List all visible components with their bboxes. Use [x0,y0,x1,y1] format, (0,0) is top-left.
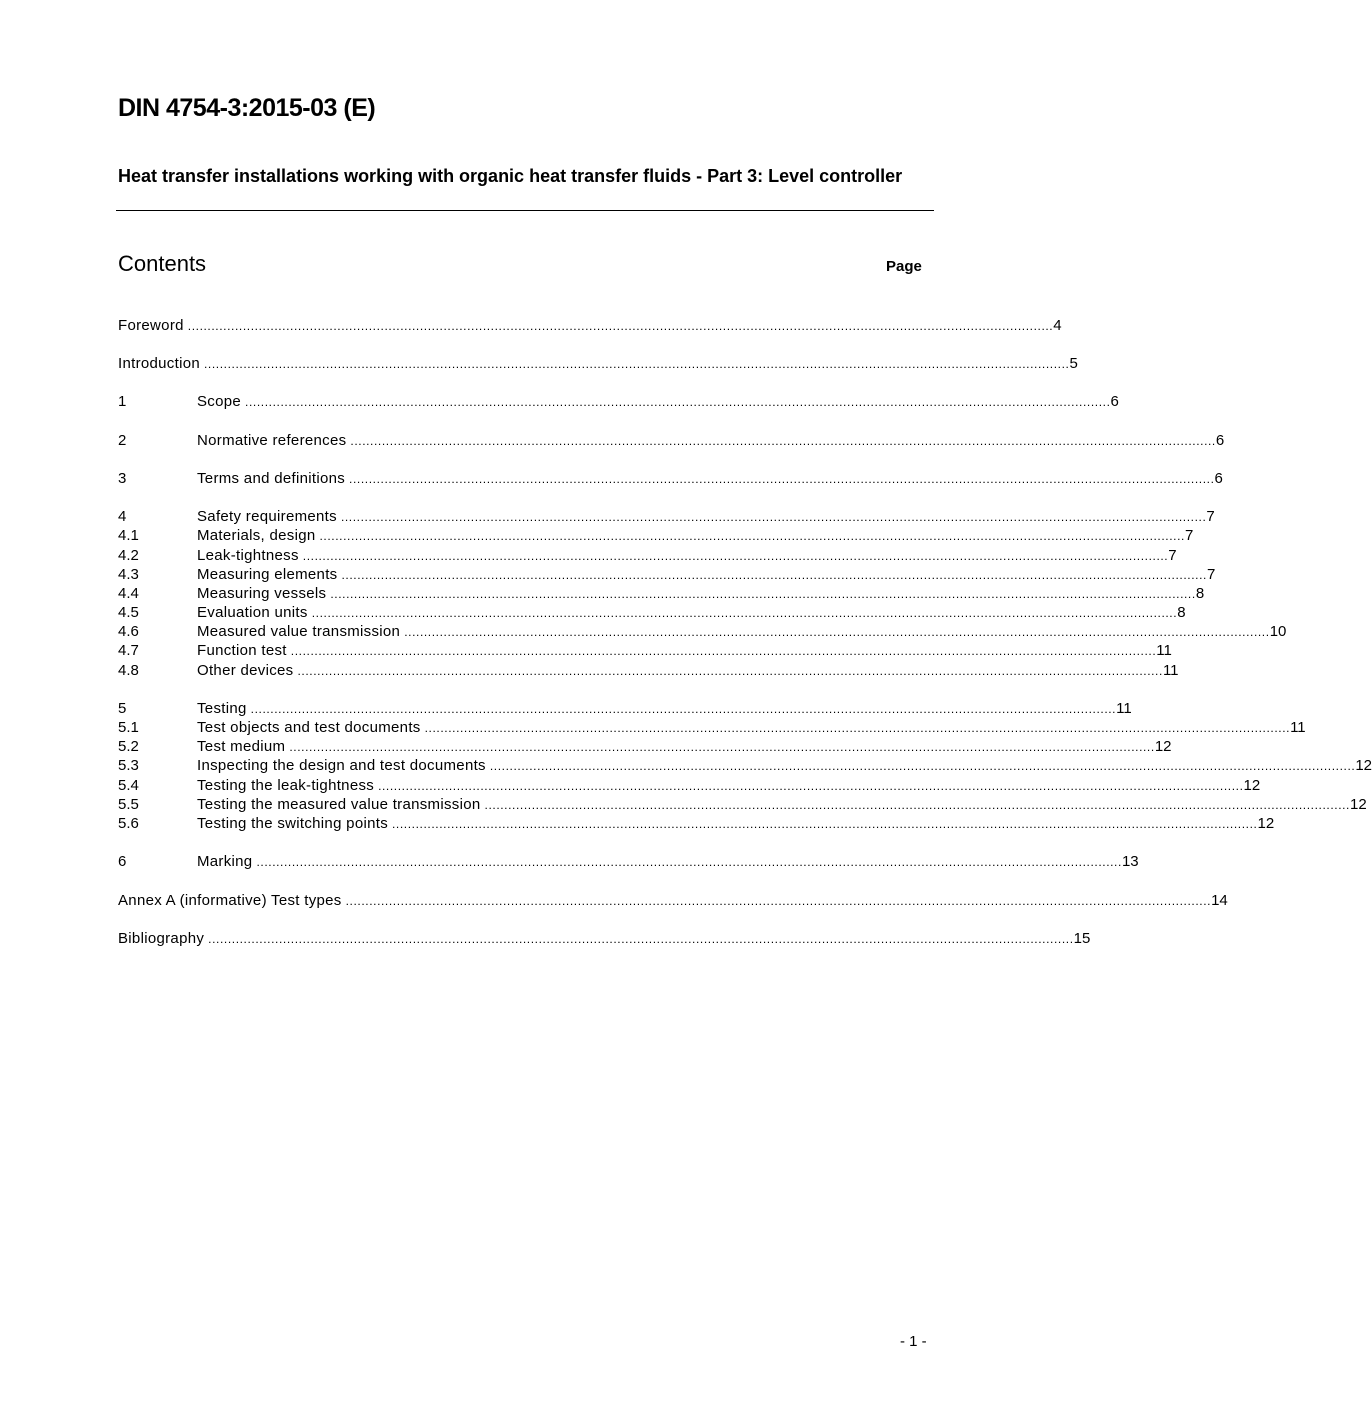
toc-label: Evaluation units [197,604,308,621]
toc-dot-leader: ............................................................................................................................................................................................................................ [424,721,1291,735]
toc-label: Leak-tightness [197,547,299,564]
toc-label: Terms and definitions [197,470,346,487]
toc-entry-5[interactable] [118,699,1132,718]
toc-dot-leader: ............................................................................................................................................................................................................................ [297,664,1163,678]
toc-label: Testing [197,700,247,717]
toc-number: 4.6 [118,623,139,640]
toc-dot-leader: ............................................................................................................................................................................................................................ [350,434,1216,448]
toc-entry-4-4[interactable] [118,584,1205,603]
toc-number: 5.4 [118,777,139,794]
toc-dot-leader: ............................................................................................................................................................................................................................ [484,798,1350,812]
toc-page: 12 [1350,796,1367,813]
toc-dot-leader: ............................................................................................................................................................................................................................ [330,587,1196,601]
toc-label: Materials, design [197,527,316,544]
toc-dot-leader: ............................................................................................................................................................................................................................ [203,357,1070,371]
toc-page: 10 [1269,623,1287,640]
document-title: Heat transfer installations working with organic heat transfer fluids - Part 3: Level controller [118,166,903,186]
toc-number: 5.3 [118,757,139,774]
toc-number: 6 [118,853,127,870]
toc-label: Foreword [118,317,184,334]
document-id: DIN 4754-3:2015-03 (E) [118,94,376,122]
toc-entry-4-8[interactable] [118,661,1179,680]
toc-dot-leader: ............................................................................................................................................................................................................................ [404,625,1270,639]
toc-entry-4-1[interactable] [118,526,1194,545]
toc-entry-6[interactable] [118,852,1139,871]
toc-page: 7 [1206,566,1216,583]
toc-dot-leader: ............................................................................................................................................................................................................................ [378,779,1244,793]
toc-entry-4-6[interactable] [118,622,1287,641]
toc-label: Bibliography [118,930,205,947]
toc-label: Test objects and test documents [197,719,421,736]
toc-entry-4-5[interactable] [118,603,1186,622]
toc-page: 6 [1110,393,1119,410]
contents-heading: Contents [118,251,207,276]
toc-label: Introduction [118,355,200,372]
toc-entry-4-3[interactable] [118,565,1216,584]
toc-label: Measured value transmission [197,623,401,640]
toc-entry-2[interactable] [118,431,1225,450]
toc-page: 7 [1206,508,1215,525]
toc-number: 4.7 [118,642,139,659]
toc-label: Testing the leak-tightness [197,777,375,794]
toc-number: 4 [118,508,127,525]
toc-page: 4 [1053,317,1062,334]
toc-page: 5 [1069,355,1078,372]
toc-label: Measuring elements [197,566,338,583]
toc-number: 5.6 [118,815,139,832]
toc-number: 5.2 [118,738,139,755]
toc-entry-4-2[interactable] [118,546,1177,565]
toc-entry-foreword[interactable] [118,316,1062,335]
toc-entry-5-3[interactable] [118,756,1372,775]
toc-entry-4[interactable] [118,507,1215,526]
toc-dot-leader: ............................................................................................................................................................................................................................ [256,855,1122,869]
toc-dot-leader: ............................................................................................................................................................................................................................ [341,568,1207,582]
toc-page: 8 [1195,585,1205,602]
toc-number: 4.4 [118,585,139,602]
toc-number: 4.2 [118,547,139,564]
toc-dot-leader: ............................................................................................................................................................................................................................ [392,817,1258,831]
toc-dot-leader: ............................................................................................................................................................................................................................ [311,606,1178,620]
toc-label: Annex A (informative) Test types [118,892,342,909]
toc-dot-leader: ............................................................................................................................................................................................................................ [349,472,1215,486]
toc-entry-5-6[interactable] [118,814,1275,833]
toc-number: 1 [118,393,127,410]
toc-number: 4.1 [118,527,139,544]
toc-dot-leader: ............................................................................................................................................................................................................................ [319,529,1185,543]
toc-dot-leader: ............................................................................................................................................................................................................................ [245,395,1111,409]
toc-page: 15 [1073,930,1091,947]
title-underline [116,210,934,211]
toc-dot-leader: ............................................................................................................................................................................................................................ [187,319,1054,333]
toc-label: Inspecting the design and test documents [197,757,486,774]
toc-page: 12 [1243,777,1261,794]
toc-label: Function test [197,642,287,659]
toc-page: 11 [1162,662,1179,679]
toc-page: 7 [1168,547,1177,564]
toc-page: 11 [1156,642,1172,659]
toc-entry-annex-a[interactable] [118,891,1228,910]
toc-page: 6 [1215,432,1225,449]
toc-page: 14 [1211,892,1228,909]
toc-page: 12 [1257,815,1275,832]
toc-dot-leader: ............................................................................................................................................................................................................................ [302,549,1169,563]
toc-entry-bibliography[interactable] [118,929,1091,948]
toc-page: 13 [1121,853,1139,870]
toc-number: 4.8 [118,662,139,679]
page-column-heading: Page [886,258,922,275]
toc-entry-3[interactable] [118,469,1223,488]
toc-label: Other devices [197,662,294,679]
toc-label: Measuring vessels [197,585,327,602]
toc-page: 12 [1154,738,1172,755]
toc-dot-leader: ............................................................................................................................................................................................................................ [489,759,1356,773]
toc-dot-leader: ............................................................................................................................................................................................................................ [290,644,1157,658]
toc-label: Test medium [197,738,286,755]
toc-label: Testing the switching points [197,815,388,832]
toc-number: 2 [118,432,127,449]
toc-number: 5.1 [118,719,139,736]
toc-entry-5-5[interactable] [118,795,1367,814]
toc-page: 6 [1214,470,1223,487]
toc-page: 11 [1290,719,1306,736]
toc-entry-4-7[interactable] [118,641,1172,660]
toc-dot-leader: ............................................................................................................................................................................................................................ [289,740,1155,754]
toc-label: Normative references [197,432,347,449]
toc-number: 5.5 [118,796,139,813]
toc-entry-5-2[interactable] [118,737,1172,756]
toc-page: 11 [1116,700,1132,717]
toc-label: Scope [197,393,242,410]
toc-page: 7 [1184,527,1194,544]
toc-label: Marking [197,853,253,870]
toc-label: Testing the measured value transmission [197,796,481,813]
page-number: - 1 - [900,1333,927,1350]
toc-dot-leader: ............................................................................................................................................................................................................................ [340,510,1207,524]
toc-number: 3 [118,470,127,487]
toc-dot-leader: ............................................................................................................................................................................................................................ [250,702,1117,716]
toc-entry-5-4[interactable] [118,776,1261,795]
toc-entry-1[interactable] [118,392,1119,411]
toc-number: 5 [118,700,127,717]
toc-number: 4.3 [118,566,139,583]
toc-entry-5-1[interactable] [118,718,1306,737]
toc-page: 8 [1177,604,1186,621]
toc-label: Safety requirements [197,508,337,525]
toc-number: 4.5 [118,604,139,621]
toc-dot-leader: ............................................................................................................................................................................................................................ [345,894,1212,908]
toc-dot-leader: ............................................................................................................................................................................................................................ [208,932,1074,946]
toc-entry-introduction[interactable] [118,354,1078,373]
toc-page: 12 [1355,757,1372,774]
